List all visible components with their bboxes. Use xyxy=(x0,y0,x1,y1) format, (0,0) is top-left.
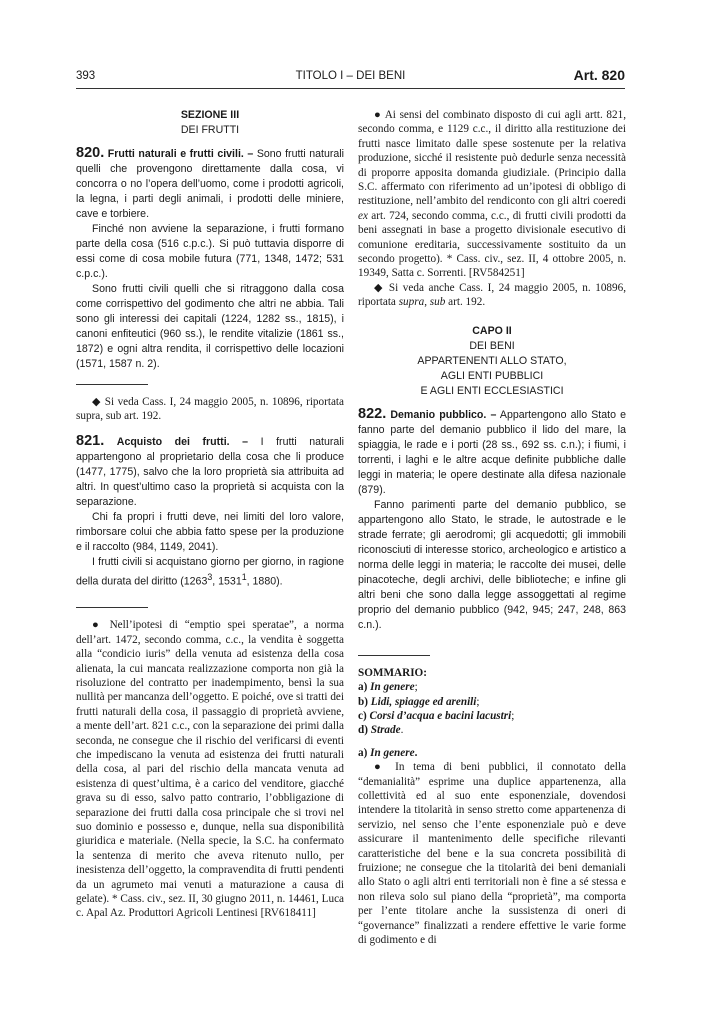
article-text: Sono frutti naturali quelli che provengono direttamente dalla cosa, vi concorra o no l’opera dell’uomo, come i prodotti agricoli, la legna, i parti degli animali, i prodotti delle miniere, cave e torbiere. xyxy=(76,148,344,220)
article-reference: Art. 820 xyxy=(573,67,625,83)
page-number: 393 xyxy=(76,70,96,82)
summary-label: SOMMARIO: xyxy=(358,666,427,679)
header-rule xyxy=(76,88,625,89)
summary xyxy=(358,666,626,738)
case-note: ◆ Si veda anche Cass. I, 24 maggio 2005, n. 10896, riportata supra, sub art. 192. xyxy=(358,281,626,309)
chapter-title-line: DEI BENI xyxy=(469,339,515,352)
article-paragraph: Fanno parimenti parte del demanio pubblico, se appartengono allo Stato, le strade, le autostrade e le strade ferrate; gli aerodromi; gli acquedotti; gli immobili riconosciuti di interesse storico, archeologico e artistico a norma delle leggi in materia; le raccolte dei musei, delle pinacoteche, degli archivi, delle biblioteche; e infine gli altri beni che sono dalla legge assoggettati al regime proprio del demanio pubblico (942, 945; 247, 248, 863 c.n.). xyxy=(358,498,626,631)
article-number: 822. xyxy=(358,405,387,422)
section-title: DEI FRUTTI xyxy=(180,124,240,136)
article-paragraph: I frutti civili si acquistano giorno per giorno, in ragione della durata del diritto (1263$^3$, 1531$^1$, 1880). xyxy=(76,555,344,588)
article-title: Acquisto dei frutti. – xyxy=(116,435,249,448)
note-divider xyxy=(76,384,148,385)
chapter-title-line: E AGLI ENTI ECCLESIASTICI xyxy=(420,384,564,397)
case-note: ● In tema di beni pubblici, il connotato della “demanialità” esprime una duplice appartenenza, alla collettività ed al suo ente esponenziale, dovendosi intendere la titolarità in senso stretto come appartenenza di servizio, nel senso che l’ente esponenziale può e deve assicurare il mantenimento delle specifiche rilevanti caratteristiche del bene e la sua concreta possibilità di fruizione; ne consegue che la titolarità dei beni demaniali allo Stato o agli altri enti territoriali non è fine a sé stessa e non rileva solo sul piano della “proprietà”, ma comporta per l’ente titolare anche la sussistenza di oneri di “governance” finalizzati a rendere effettive le varie forme di godimento e di xyxy=(358,761,626,946)
article-paragraph: Sono frutti civili quelli che si ritraggono dalla cosa come corrispettivo del godimento che altri ne abbia. Tali sono gli interessi dei capitali (1224, 1282 ss., 1815), i canoni enfiteutici (960 ss.), le rendite vitalizie (1861 ss., 1872) e ogni altra rendita, il corrispettivo delle locazioni (1571, 1587 n. 2). xyxy=(76,283,344,370)
running-header xyxy=(76,67,625,87)
case-note: ● Nell’ipotesi di “emptio spei speratae”, a norma dell’art. 1472, secondo comma, c.c., la vendita è soggetta alla “condicio iuris” della venuta ad esistenza della cosa alienata, la cui mancata realizzazione comporta non già la risoluzione del contratto per inadempimento, bensì la sua nullità per mancanza dell’oggetto. E poiché, ove si tratti dei frutti naturali della cosa, il passaggio di proprietà avviene, a mente dell’art. 821 c.c., con la separazione dei primi dalla seconda, ne consegue che il rischio del verificarsi di eventi che impediscano la venuta ad esistenza dei frutti naturali della cosa, al pari del rischio della mancata venuta ad esistenza di quest’ultima, è a carico del venditore, giacché grava su di esso, salvo patto contrario, l’obbligazione di separazione dei frutti dalla cosa principale che si trovi nel suo dominio e possesso e, dunque, nella sua disponibilità giuridica e materiale. (Nella specie, la S.C. ha confermato la sentenza di merito che aveva ritenuto nullo, per inesistenza dell’oggetto, la compravendita di frutti pendenti da un agrumeto mai venuti a maturazione a causa di gelate). * Cass. civ., sez. II, 30 giugno 2011, n. 14461, Luca c. Apal Az. Produttori Agricoli Lentinesi [RV618411] xyxy=(76,619,344,920)
summary-item: d) Strade. xyxy=(358,724,404,737)
summary-divider xyxy=(358,655,430,656)
article-number: 821. xyxy=(76,432,105,449)
summary-item: b) Lidi, spiagge ed arenili; xyxy=(358,695,480,708)
section-label: SEZIONE III xyxy=(180,109,240,121)
article-821 xyxy=(76,434,344,590)
note-divider xyxy=(76,607,148,608)
article-text: Appartengono allo Stato e fanno parte del demanio pubblico il lido del mare, la spiaggia, le rade e i porti (28 ss., 692 ss. c.n.); i fiumi, i torrenti, i laghi e le altre acque definite pubbliche dalle leggi in materia; le opere destinate alla difesa nazionale (879). xyxy=(358,408,626,496)
chapter-title-line: AGLI ENTI PUBBLICI xyxy=(440,369,544,382)
right-column xyxy=(358,108,626,947)
running-title: TITOLO I – DEI BENI xyxy=(295,70,406,82)
article-820 xyxy=(76,146,344,372)
summary-item: a) In genere; xyxy=(358,681,418,694)
article-title: Demanio pubblico. – xyxy=(390,408,497,421)
article-822 xyxy=(358,407,626,633)
case-note: ● Ai sensi del combinato disposto di cui agli artt. 821, secondo comma, e 1129 c.c., il diritto alla restituzione dei frutti nasce limitato dalle spese sostenute per la relativa produzione, sicché il resistente può dedurle senza necessità di proporre apposita domanda giudiziale. (Principio dalla S.C. affermato con riferimento ad un’ipotesi di obbligo di restituzione, nell’ambito del rendiconto con gli altri coeredi ex art. 724, secondo comma, c.c., di frutti civili prodotti da beni assegnati in base a progetto divisionale esecutivo di comunione ereditaria, successivamente sostituito da un secondo progetto). * Cass. civ., sez. II, 4 ottobre 2005, n. 19349, Satta c. Sorrenti. [RV584251] xyxy=(358,109,626,280)
article-paragraph: Finché non avviene la separazione, i frutti formano parte della cosa (516 c.p.c.). Si può tuttavia disporre di essi come di cosa mobile futura (771, 1348, 1472; 531 c.p.c.). xyxy=(76,223,344,280)
article-title: Frutti naturali e frutti civili. – xyxy=(107,148,254,160)
case-note: ◆ Si veda Cass. I, 24 maggio 2005, n. 10896, riportata supra, sub art. 192. xyxy=(76,396,344,423)
left-column xyxy=(76,108,344,921)
subsection-heading: a) In genere. xyxy=(358,746,418,759)
article-paragraph: Chi fa propri i frutti deve, nei limiti del loro valore, rimborsare colui che abbia fatto spese per la produzione e il raccolto (984, 1149, 2041). xyxy=(76,510,344,553)
chapter-title-line: APPARTENENTI ALLO STATO, xyxy=(417,354,567,367)
article-number: 820. xyxy=(76,145,105,161)
article-text: I frutti naturali appartengono al proprietario della cosa che li produce (1477, 1775), salvo che la loro proprietà sia attribuita ad altri. In quest’ultimo caso la proprietà si acquista con la separazione. xyxy=(76,435,344,508)
summary-item: c) Corsi d’acqua e bacini lacustri; xyxy=(358,709,515,722)
chapter-label: CAPO II xyxy=(472,324,512,337)
